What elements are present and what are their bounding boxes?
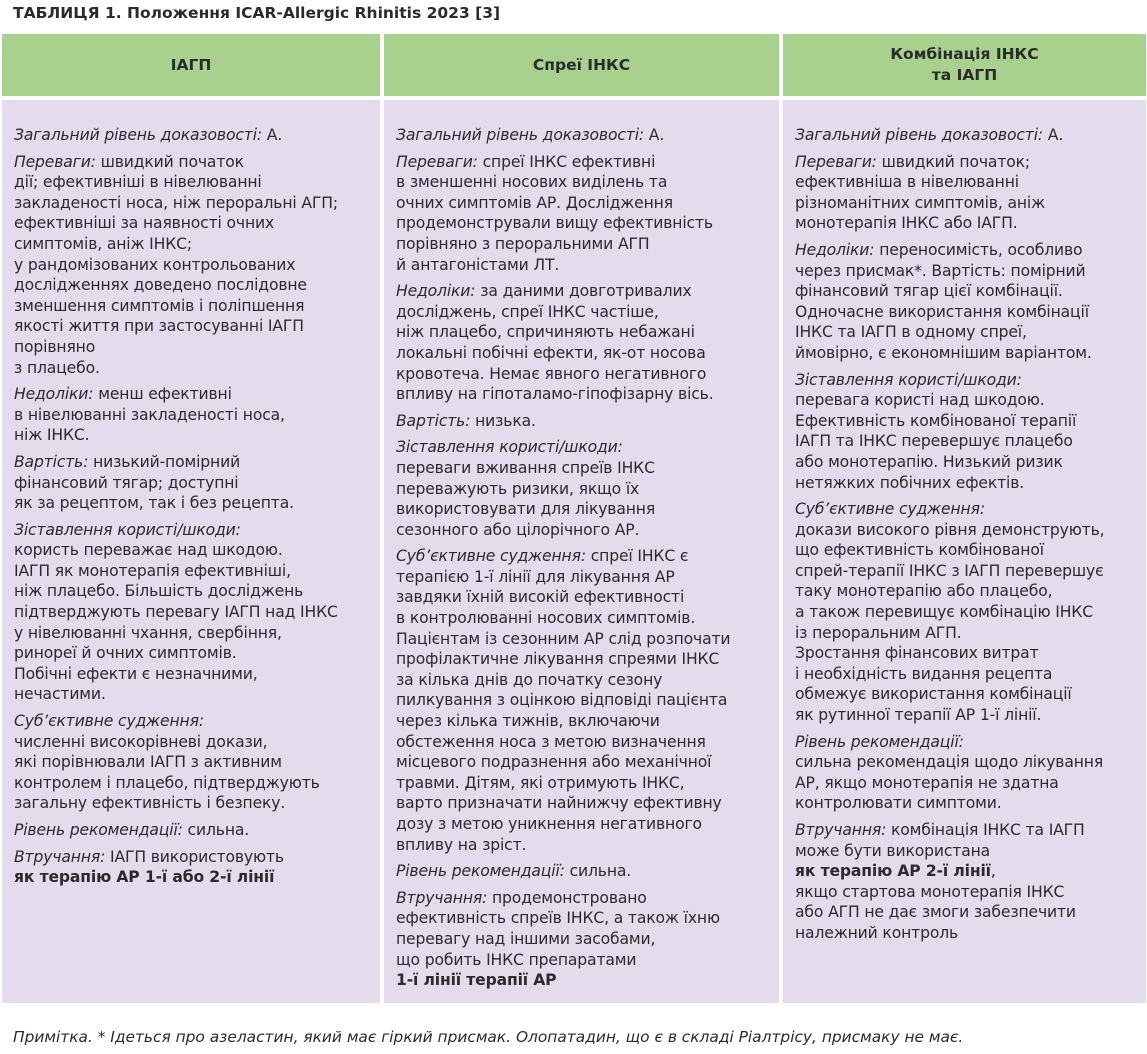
text-line: докази високого рівня демонструють, bbox=[795, 520, 1105, 539]
text-line: ІАГП та ІНКС перевершує плацебо bbox=[795, 432, 1073, 451]
recommendation-level bbox=[396, 861, 771, 882]
text-line: Рівень рекомендації: bbox=[795, 732, 964, 751]
text-line: через присмак*. Вартість: помірний bbox=[795, 261, 1086, 280]
text-line bbox=[795, 861, 1138, 882]
header-combination bbox=[783, 34, 1146, 96]
text-line: Втручання: bbox=[396, 888, 488, 907]
text-line: як рутинної терапії АР 1-ї лінії. bbox=[795, 706, 1042, 725]
text-line: переваги вживання спреїв ІНКС bbox=[396, 458, 655, 477]
text-fragment: швидкий початок; bbox=[876, 152, 1031, 171]
text-line: Суб’єктивне судження: bbox=[795, 500, 985, 519]
text-line: підтверджують перевагу ІАГП над ІНКС bbox=[14, 603, 338, 622]
text-line: очних симптомів АР. Дослідження bbox=[396, 193, 673, 212]
text-line bbox=[14, 384, 372, 405]
text-line: Недоліки: bbox=[396, 282, 476, 301]
text-line bbox=[14, 711, 372, 732]
text-line: терапією 1-ї лінії для лікування АР bbox=[396, 567, 675, 586]
text-line: Переваги: bbox=[795, 152, 877, 171]
text-fragment: А. bbox=[644, 126, 665, 144]
text-line bbox=[14, 152, 372, 173]
text-line: нетяжких побічних ефектів. bbox=[795, 473, 1025, 492]
subjective-judgement bbox=[795, 499, 1138, 726]
text-line: Вартість: bbox=[14, 452, 89, 471]
text-line: із пероральним АГП. bbox=[795, 623, 962, 642]
text-line: Переваги: bbox=[14, 152, 96, 171]
text-fragment: менш ефективні bbox=[93, 385, 232, 404]
text-line bbox=[795, 732, 1138, 753]
text-line: обстеження носа з метою визначення bbox=[396, 732, 706, 751]
header-inks-sprays bbox=[384, 34, 779, 96]
text-line: якості життя при застосуванні ІАГП bbox=[14, 317, 304, 336]
disadvantages bbox=[14, 384, 372, 446]
text-line: ІАГП як монотерапія ефективніші, bbox=[14, 561, 291, 580]
text-line bbox=[396, 281, 771, 302]
benefit-harm bbox=[396, 437, 771, 540]
evidence-level bbox=[795, 125, 1138, 146]
text-line bbox=[795, 370, 1138, 391]
subjective-judgement bbox=[396, 546, 771, 855]
intervention bbox=[14, 847, 372, 888]
text-line: загальну ефективність і безпеку. bbox=[14, 794, 286, 813]
text-line: фінансовий тягар; доступні bbox=[14, 473, 239, 492]
text-line: використовувати для лікування bbox=[396, 500, 656, 519]
text-line: якщо стартова монотерапія ІНКС bbox=[795, 882, 1065, 901]
text-fragment: комбінація ІНКС та ІАГП bbox=[886, 821, 1085, 839]
text-line: сезонного або цілорічного АР. bbox=[396, 520, 640, 539]
evidence-level bbox=[14, 125, 372, 146]
text-line: або монотерапію. Низький ризик bbox=[795, 452, 1063, 471]
text-line: контролем і плацебо, підтверджують bbox=[14, 773, 320, 792]
recommendations-table bbox=[2, 34, 1146, 1003]
text-fragment: , bbox=[990, 862, 996, 881]
text-line bbox=[396, 888, 771, 909]
text-line: порівняно bbox=[14, 337, 96, 356]
text-line: як терапію АР 2-ї лінії bbox=[795, 862, 991, 881]
cell-iagp bbox=[2, 100, 380, 1003]
text-line: численні високорівневі докази, bbox=[14, 732, 268, 751]
text-line: 1-ї лінії терапії АР bbox=[396, 971, 557, 990]
advantages bbox=[795, 152, 1138, 234]
recommendation-level bbox=[14, 820, 372, 841]
text-line: профілактичне лікування спреями ІНКС bbox=[396, 650, 720, 669]
text-fragment: переносимість, особливо bbox=[874, 240, 1083, 259]
text-line: спрей-терапії ІНКС з ІАГП перевершує bbox=[795, 561, 1104, 580]
text-line: контролювати симптоми. bbox=[795, 794, 1002, 813]
text-line: з плацебо. bbox=[14, 358, 100, 377]
text-line: АР, якщо монотерапія не здатна bbox=[795, 773, 1059, 792]
text-line: Суб’єктивне судження: bbox=[14, 712, 204, 731]
cell-combination bbox=[783, 100, 1146, 1003]
text-line: ринореї й очних симптомів. bbox=[14, 644, 237, 663]
text-line: в контролюванні носових симптомів. bbox=[396, 609, 696, 628]
text-line: ефективніші за наявності очних bbox=[14, 214, 275, 233]
text-line bbox=[795, 499, 1138, 520]
text-line: за кілька днів до початку сезону bbox=[396, 670, 663, 689]
text-line: продемонстрували вищу ефективність bbox=[396, 214, 713, 233]
text-line: переважують ризики, якщо їх bbox=[396, 479, 640, 498]
text-line bbox=[14, 847, 372, 868]
text-fragment: сильна. bbox=[564, 862, 632, 881]
text-line: ефективність спреїв ІНКС, а також їхню bbox=[396, 909, 720, 928]
text-line: місцевого подразнення або механічної bbox=[396, 753, 712, 772]
text-line: дозу з метою уникнення негативного bbox=[396, 815, 702, 833]
header-label: ІАГП bbox=[170, 55, 212, 74]
text-line: Переваги: bbox=[396, 152, 478, 171]
text-line: монотерапія ІНКС або ІАГП. bbox=[795, 214, 1018, 233]
text-line: фінансовий тягар цієї комбінації. bbox=[795, 282, 1063, 301]
text-fragment: за даними довготривалих bbox=[475, 282, 692, 301]
text-line: ймовірно, є економнішим варіантом. bbox=[795, 343, 1092, 362]
text-line: ніж плацебо, спричиняють небажані bbox=[396, 323, 695, 342]
text-line: в зменшенні носових виділень та bbox=[396, 173, 668, 192]
text-line: Загальний рівень доказовості: bbox=[14, 126, 262, 144]
text-line: ІНКС та ІАГП в одному спреї, bbox=[795, 323, 1027, 342]
text-line: пилкування з оцінкою відповіді пацієнта bbox=[396, 691, 728, 710]
text-line: або АГП не дає змоги забезпечити bbox=[795, 903, 1076, 922]
disadvantages bbox=[396, 281, 771, 405]
text-fragment: А. bbox=[262, 126, 283, 144]
text-line: Побічні ефекти є незначними, bbox=[14, 664, 258, 683]
text-line: Вартість: bbox=[396, 411, 471, 430]
text-line: як за рецептом, так і без рецепта. bbox=[14, 494, 294, 513]
intervention bbox=[795, 820, 1138, 944]
text-line: Недоліки: bbox=[795, 240, 875, 259]
text-line: симптомів, аніж ІНКС; bbox=[14, 234, 192, 253]
text-line: Зіставлення користі/шкоди: bbox=[14, 520, 241, 539]
text-line: може бути використана bbox=[795, 841, 991, 860]
cell-inks-sprays bbox=[384, 100, 779, 1003]
text-line: кровотеча. Немає явного негативного bbox=[396, 364, 707, 383]
text-line: Загальний рівень доказовості: bbox=[795, 126, 1043, 144]
text-line: таку монотерапію або плацебо, bbox=[795, 582, 1053, 601]
text-line: травми. Дітям, які отримують ІНКС, bbox=[396, 773, 685, 792]
text-line: Загальний рівень доказовості: bbox=[396, 126, 644, 144]
text-line: через кілька тижнів, включаючи bbox=[396, 712, 660, 731]
text-line: Недоліки: bbox=[14, 385, 94, 404]
text-line: у рандомізованих контрольованих bbox=[14, 255, 296, 274]
text-line: варто призначати найнижчу ефективну bbox=[396, 794, 722, 813]
header-label bbox=[890, 44, 1038, 86]
text-line: перевагу над іншими засобами, bbox=[396, 929, 656, 948]
header-row bbox=[2, 34, 1146, 96]
text-line: закладеності носа, ніж пероральні АГП; bbox=[14, 193, 338, 212]
text-line bbox=[14, 520, 372, 541]
text-line: ніж ІНКС. bbox=[14, 426, 90, 445]
text-line bbox=[795, 240, 1138, 261]
text-line: Пацієнтам із сезонним АР слід розпочати bbox=[396, 629, 731, 648]
text-line: ефективніша в нівелюванні bbox=[795, 173, 1019, 192]
text-line: в нівелюванні закладеності носа, bbox=[14, 405, 285, 424]
header-label: Спреї ІНКС bbox=[532, 55, 631, 74]
text-line: Зростання фінансових витрат bbox=[795, 644, 1039, 663]
text-fragment: ІАГП використовують bbox=[105, 847, 284, 866]
text-fragment: сильна. bbox=[182, 821, 250, 839]
text-line: які порівнювали ІАГП з активним bbox=[14, 753, 282, 772]
text-line: Зіставлення користі/шкоди: bbox=[396, 438, 623, 457]
text-line: й антагоністами ЛТ. bbox=[396, 255, 560, 274]
text-line: досліджень, спреї ІНКС частіше, bbox=[396, 302, 659, 321]
text-fragment: низька. bbox=[470, 411, 536, 430]
text-line: сильна рекомендація щодо лікування bbox=[795, 753, 1104, 772]
text-line: Рівень рекомендації: bbox=[396, 862, 565, 881]
text-line: а також перевищує комбінацію ІНКС bbox=[795, 603, 1093, 622]
intervention bbox=[396, 888, 771, 991]
body-row bbox=[2, 100, 1146, 1003]
footnote: Примітка. * Ідеться про азеластин, який має гіркий присмак. Олопатадин, що є в складі Ріалтрісу, присмаку не має. bbox=[13, 1028, 964, 1046]
text-fragment: А. bbox=[1043, 126, 1064, 144]
text-line: ніж плацебо. Більшість досліджень bbox=[14, 582, 304, 601]
text-fragment: низький-помірний bbox=[88, 452, 241, 471]
text-line: і необхідність видання рецепта bbox=[795, 664, 1053, 683]
text-line: належний контроль bbox=[795, 923, 959, 942]
text-line: у нівелюванні чхання, свербіння, bbox=[14, 623, 282, 642]
text-fragment: спреї ІНКС ефективні bbox=[477, 152, 656, 171]
text-line: обмежує використання комбінації bbox=[795, 685, 1072, 704]
text-line bbox=[396, 437, 771, 458]
text-line: порівняно з пероральними АГП bbox=[396, 234, 650, 253]
text-line bbox=[14, 452, 372, 473]
text-line: Зіставлення користі/шкоди: bbox=[795, 370, 1022, 389]
text-line: Суб’єктивне судження: bbox=[396, 547, 586, 566]
text-line bbox=[795, 820, 1138, 841]
text-line: впливу на гіпоталамо-гіпофізарну вісь. bbox=[396, 385, 714, 404]
text-line: дослідженнях доведено послідовне bbox=[14, 276, 307, 295]
text-line bbox=[795, 152, 1138, 173]
header-label-line: Комбінація ІНКС bbox=[890, 45, 1039, 63]
text-line: користь переважає над шкодою. bbox=[14, 541, 283, 560]
header-label-line: та ІАГП bbox=[931, 66, 998, 84]
text-line: що ефективність комбінованої bbox=[795, 541, 1044, 560]
recommendation-level bbox=[795, 732, 1138, 814]
text-line: завдяки їхній високій ефективності bbox=[396, 588, 685, 607]
text-line: Рівень рекомендації: bbox=[14, 821, 183, 839]
table-title: ТАБЛИЦЯ 1. Положення ICAR-Allergic Rhinitis 2023 [3] bbox=[13, 4, 501, 22]
text-line: дії; ефективніші в нівелюванні bbox=[14, 173, 262, 192]
text-fragment: спреї ІНКС є bbox=[585, 547, 689, 566]
text-fragment: продемонстровано bbox=[487, 888, 647, 907]
text-line: впливу на зріст. bbox=[396, 835, 527, 854]
benefit-harm bbox=[795, 370, 1138, 494]
evidence-level bbox=[396, 125, 771, 146]
text-line: локальні побічні ефекти, як-от носова bbox=[396, 343, 706, 362]
text-line bbox=[396, 152, 771, 173]
header-iagp bbox=[2, 34, 380, 96]
benefit-harm bbox=[14, 520, 372, 705]
text-line: різноманітних симптомів, аніж bbox=[795, 193, 1045, 212]
text-line: Втручання: bbox=[795, 821, 887, 839]
text-line: Одночасне використання комбінації bbox=[795, 302, 1089, 321]
advantages bbox=[14, 152, 372, 379]
text-line bbox=[396, 546, 771, 567]
text-line: нечастими. bbox=[14, 685, 106, 704]
advantages bbox=[396, 152, 771, 276]
text-line: що робить ІНКС препаратами bbox=[396, 950, 637, 969]
cost bbox=[14, 452, 372, 514]
text-fragment: швидкий початок bbox=[95, 152, 244, 171]
text-line: Ефективність комбінованої терапії bbox=[795, 411, 1077, 430]
text-line: як терапію АР 1-ї або 2-ї лінії bbox=[14, 868, 275, 887]
text-line: зменшення симптомів і поліпшення bbox=[14, 296, 305, 315]
text-line: Втручання: bbox=[14, 847, 106, 866]
disadvantages bbox=[795, 240, 1138, 364]
text-line: перевага користі над шкодою. bbox=[795, 391, 1045, 410]
cost bbox=[396, 411, 771, 432]
subjective-judgement bbox=[14, 711, 372, 814]
